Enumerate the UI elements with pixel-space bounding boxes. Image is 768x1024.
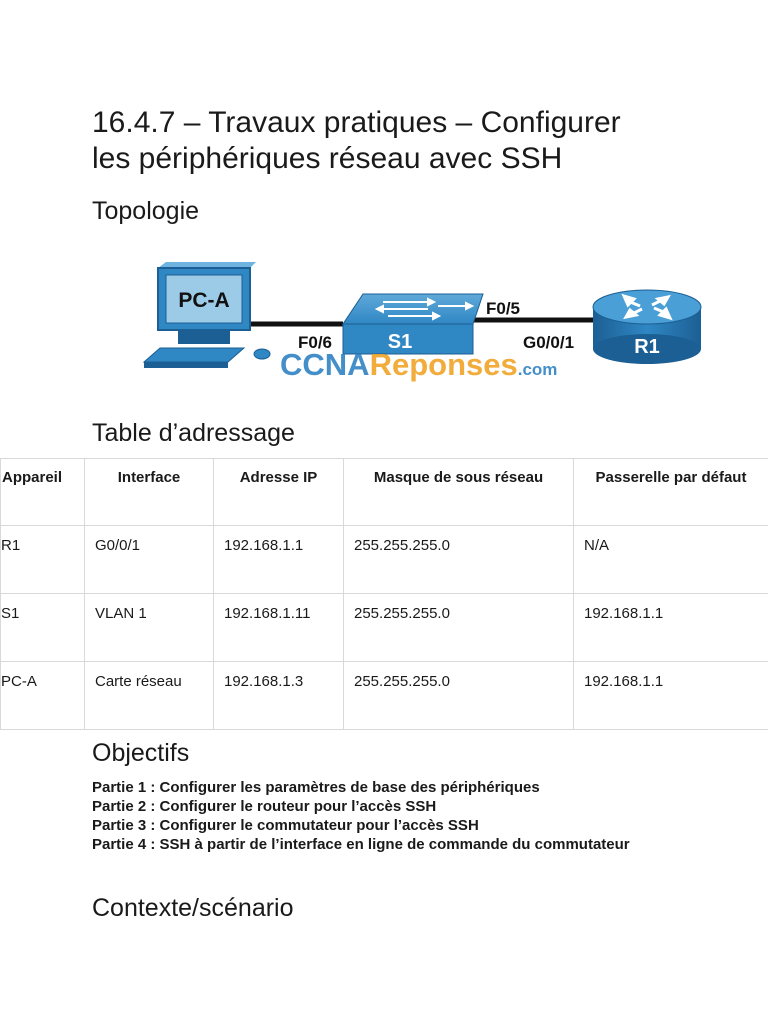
cell-interface: G0/0/1	[85, 526, 214, 594]
column-header-mask: Masque de sous réseau	[344, 459, 574, 526]
table-header-row	[1, 459, 768, 526]
cell-device: R1	[1, 526, 85, 594]
switch-s1-icon	[343, 294, 483, 354]
cell-gateway: N/A	[574, 526, 768, 594]
port-label-f0-5: F0/5	[486, 299, 521, 318]
objective-item: Partie 2 : Configurer le routeur pour l’accès SSH	[92, 798, 437, 815]
objective-item: Partie 1 : Configurer les paramètres de base des périphériques	[92, 779, 540, 796]
cell-gateway: 192.168.1.1	[574, 662, 768, 730]
addressing-table	[0, 458, 768, 730]
cell-ip: 192.168.1.1	[214, 526, 344, 594]
watermark-part-2: Reponses	[369, 347, 518, 382]
switch-s1-label: S1	[387, 331, 413, 353]
column-header-interface: Interface	[85, 459, 214, 526]
table-row	[1, 526, 768, 594]
router-r1-label: R1	[634, 336, 660, 358]
context-heading: Contexte/scénario	[92, 894, 294, 922]
objectives-heading: Objectifs	[92, 739, 190, 767]
cell-gateway: 192.168.1.1	[574, 594, 768, 662]
addressing-heading: Table d’adressage	[92, 419, 295, 447]
column-header-ip: Adresse IP	[214, 459, 344, 526]
cell-device: S1	[1, 594, 85, 662]
column-header-device: Appareil	[1, 459, 85, 526]
objective-item: Partie 4 : SSH à partir de l’interface en ligne de commande du commutateur	[92, 836, 630, 853]
cell-ip: 192.168.1.3	[214, 662, 344, 730]
cell-ip: 192.168.1.11	[214, 594, 344, 662]
document-title	[92, 105, 732, 177]
watermark	[280, 347, 557, 382]
objective-item: Partie 3 : Configurer le commutateur pour l’accès SSH	[92, 817, 479, 834]
router-r1-icon	[593, 290, 701, 364]
cell-interface: Carte réseau	[85, 662, 214, 730]
port-label-f0-6: F0/6	[298, 333, 333, 352]
column-header-gateway: Passerelle par défaut	[574, 459, 768, 526]
cell-mask: 255.255.255.0	[344, 526, 574, 594]
title-line-2: les périphériques réseau avec SSH	[92, 142, 563, 175]
port-label-g0-0-1: G0/0/1	[523, 333, 575, 352]
pc-a-icon	[144, 262, 270, 368]
topology-heading: Topologie	[92, 197, 200, 225]
cell-device: PC-A	[1, 662, 85, 730]
title-line-1: 16.4.7 – Travaux pratiques – Configurer	[92, 106, 621, 139]
pc-a-label: PC-A	[178, 289, 230, 312]
watermark-part-3: .com	[517, 360, 558, 379]
table-row	[1, 594, 768, 662]
cell-mask: 255.255.255.0	[344, 662, 574, 730]
cell-mask: 255.255.255.0	[344, 594, 574, 662]
objectives-list	[92, 778, 652, 854]
watermark-part-1: CCNA	[280, 347, 370, 382]
cell-interface: VLAN 1	[85, 594, 214, 662]
table-row	[1, 662, 768, 730]
topology-diagram	[138, 262, 708, 387]
